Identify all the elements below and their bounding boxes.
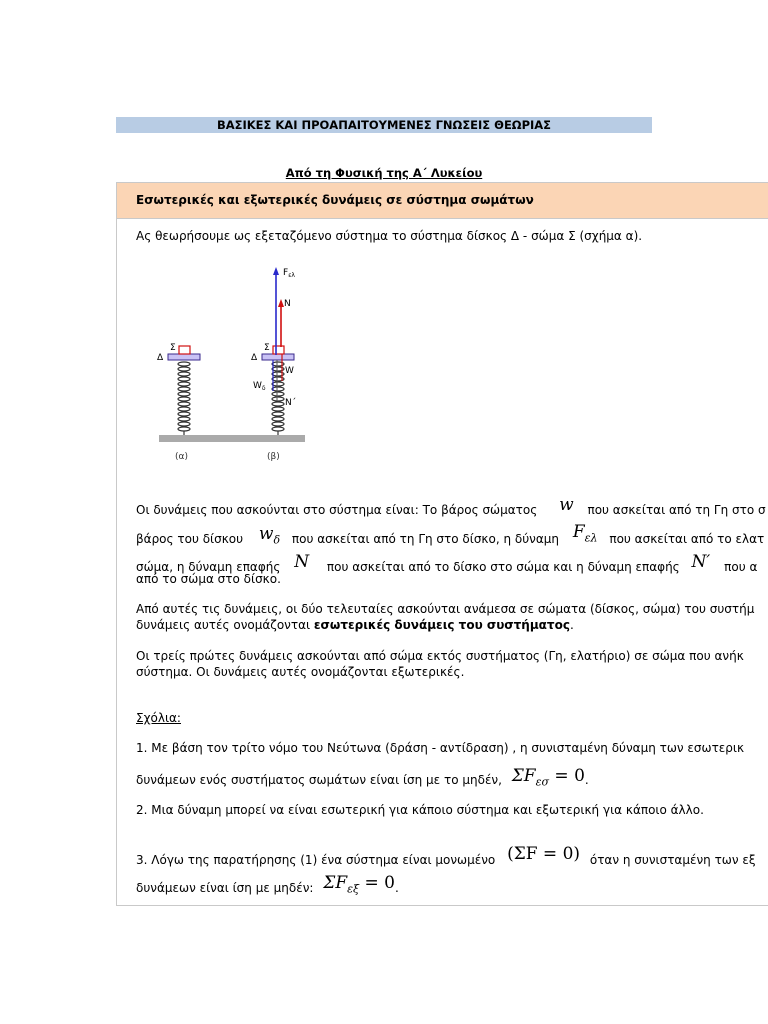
note2: 2. Μια δύναμη μπορεί να είναι εσωτερική για κάποιο σύστημα και εξωτερική για κάποιο άλλο. bbox=[136, 803, 704, 817]
p2-line1: Από αυτές τις δυνάμεις, οι δύο τελευταίες ασκούνται ανάμεσα σε σώματα (δίσκος, σώμα) του συστήμ bbox=[136, 602, 755, 616]
label-w: W bbox=[285, 366, 294, 376]
label-fel: $F_{\varepsilon\lambda}$ bbox=[283, 268, 295, 279]
note3-line2: δυνάμεων είναι ίση με μηδέν: $\Sigma F_{\varepsilon\xi} = 0$. bbox=[136, 873, 399, 896]
arrow-fel-head bbox=[273, 267, 279, 275]
math-sum-external: $\Sigma F_{\varepsilon\xi} = 0$ bbox=[323, 873, 395, 896]
math-n-prime: N′ bbox=[691, 552, 711, 572]
content-box bbox=[116, 182, 768, 906]
caption-b: (β) bbox=[267, 452, 280, 462]
caption-a: (α) bbox=[175, 452, 188, 462]
p1-line3: σώμα, η δύναμη επαφής N που ασκείται από το δίσκο στο σώμα και η δύναμη επαφής N′ που α bbox=[136, 552, 758, 574]
label-wd: $W_\delta$ bbox=[253, 381, 266, 392]
p1-line1: Οι δυνάμεις που ασκούνται στο σύστημα είναι: Το βάρος σώματος w που ασκείται από τη Γη στο σ bbox=[136, 495, 766, 517]
label-sigma-b: Σ bbox=[264, 343, 270, 353]
note3-line1: 3. Λόγω της παρατήρησης (1) ένα σύστημα είναι μονωμένο (ΣF = 0) όταν η συνισταμένη των εξ bbox=[136, 844, 756, 867]
disk-a bbox=[168, 354, 200, 360]
body-b bbox=[273, 346, 284, 354]
math-w: w bbox=[559, 495, 574, 515]
subtitle-text: Από τη Φυσική της Α΄ Λυκείου bbox=[285, 166, 483, 180]
math-f-el: $F_{\varepsilon\lambda}$ bbox=[572, 522, 598, 545]
p1-line4: από το σώμα στο δίσκο. bbox=[136, 572, 281, 586]
p3-line1: Οι τρείς πρώτες δυνάμεις ασκούνται από σώμα εκτός συστήματος (Γη, ελατήριο) σε σώμα που ανήκ bbox=[136, 649, 744, 663]
label-delta-a: Δ bbox=[157, 353, 164, 363]
math-w-delta: $w_\delta$ bbox=[258, 524, 281, 547]
intro-text: Ας θεωρήσουμε ως εξεταζόμενο σύστημα το σύστημα δίσκος Δ - σώμα Σ (σχήμα α). bbox=[136, 229, 643, 243]
subtitle bbox=[0, 166, 768, 180]
internal-forces-term: εσωτερικές δυνάμεις του συστήματος bbox=[313, 618, 570, 632]
notes-title: Σχόλια: bbox=[136, 711, 181, 725]
math-sum-internal: $\Sigma F_{\varepsilon\sigma} = 0$ bbox=[511, 766, 585, 789]
section-header bbox=[117, 183, 768, 219]
label-sigma-a: Σ bbox=[170, 343, 176, 353]
section-title: Εσωτερικές και εξωτερικές δυνάμεις σε σύστημα σωμάτων bbox=[136, 193, 534, 207]
label-delta-b: Δ bbox=[251, 353, 258, 363]
label-n: N bbox=[284, 299, 291, 309]
note1-line2: δυνάμεων ενός συστήματος σωμάτων είναι ίση με το μηδέν, $\Sigma F_{\varepsilon\sigma} = 0$. bbox=[136, 766, 589, 789]
disk-b bbox=[262, 354, 294, 360]
math-sum-total: (ΣF = 0) bbox=[507, 844, 581, 864]
label-n-prime: N΄ bbox=[285, 398, 297, 408]
ground bbox=[159, 435, 305, 442]
spring-figure bbox=[153, 263, 313, 463]
spring-a-coils bbox=[178, 362, 190, 435]
body-a bbox=[179, 346, 190, 354]
page-banner: ΒΑΣΙΚΕΣ ΚΑΙ ΠΡΟΑΠΑΙΤΟΥΜΕΝΕΣ ΓΝΩΣΕΙΣ ΘΕΩΡΙΑΣ bbox=[116, 117, 652, 133]
math-n: N bbox=[294, 552, 310, 572]
p2-line2: δυνάμεις αυτές ονομάζονται εσωτερικές δυνάμεις του συστήματος. bbox=[136, 618, 574, 632]
p3-line2: σύστημα. Οι δυνάμεις αυτές ονομάζονται εξωτερικές. bbox=[136, 665, 465, 679]
note1-line1: 1. Με βάση τον τρίτο νόμο του Νεύτωνα (δράση - αντίδραση) , η συνισταμένη δύναμη των εσωτερικ bbox=[136, 741, 745, 755]
p1-line2: βάρος του δίσκου $w_\delta$ που ασκείται από τη Γη στο δίσκο, η δύναμη $F_{\varepsilon\lambda}$ που ασκείται από το ελατ bbox=[136, 522, 765, 547]
